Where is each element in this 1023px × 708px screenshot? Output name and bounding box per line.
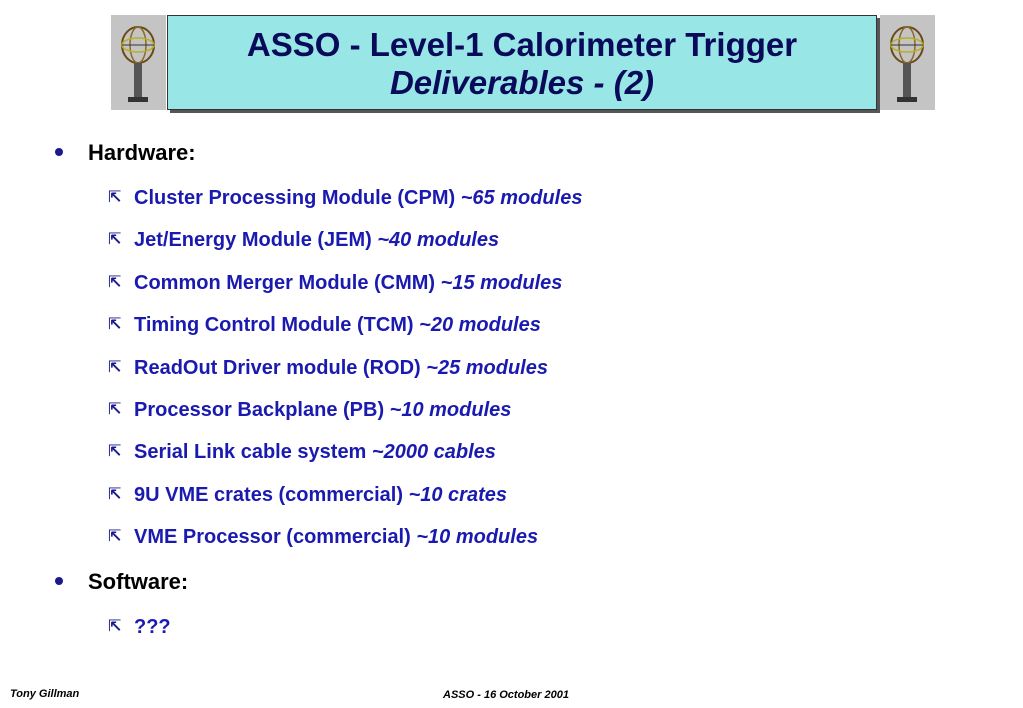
- list-item: ⇱ Timing Control Module (TCM) ~20 modules: [108, 314, 541, 336]
- list-item: ⇱ Common Merger Module (CMM) ~15 modules: [108, 272, 563, 294]
- hardware-heading: Hardware:: [55, 140, 196, 166]
- page-title: ASSO - Level-1 Calorimeter Trigger: [246, 26, 798, 63]
- list-item: ⇱ Processor Backplane (PB) ~10 modules: [108, 399, 512, 421]
- bullet-icon: [55, 577, 63, 585]
- atlas-logo-left-icon: [111, 15, 166, 110]
- list-item: ⇱ Cluster Processing Module (CPM) ~65 modules: [108, 187, 583, 209]
- title-box: [167, 15, 877, 110]
- page-subtitle: Deliverables - (2): [389, 64, 655, 101]
- arrow-icon: ⇱: [108, 231, 122, 248]
- arrow-icon: ⇱: [108, 443, 122, 460]
- arrow-icon: ⇱: [108, 618, 122, 635]
- arrow-icon: ⇱: [108, 316, 122, 333]
- arrow-icon: ⇱: [108, 274, 122, 291]
- arrow-icon: ⇱: [108, 528, 122, 545]
- arrow-icon: ⇱: [108, 359, 122, 376]
- arrow-icon: ⇱: [108, 401, 122, 418]
- list-item: ⇱ VME Processor (commercial) ~10 modules: [108, 526, 539, 548]
- list-item: ⇱ ReadOut Driver module (ROD) ~25 modules: [108, 357, 548, 379]
- list-item: ⇱ Jet/Energy Module (JEM) ~40 modules: [108, 229, 500, 251]
- list-item: ⇱ Serial Link cable system ~2000 cables: [108, 441, 496, 463]
- footer-event: ASSO - 16 October 2001: [443, 689, 569, 701]
- software-heading: Software:: [55, 569, 188, 595]
- footer-author: Tony Gillman: [10, 688, 80, 700]
- list-item: ⇱ ???: [108, 616, 171, 638]
- atlas-logo-right-icon: [880, 15, 935, 110]
- arrow-icon: ⇱: [108, 189, 122, 206]
- arrow-icon: ⇱: [108, 486, 122, 503]
- bullet-icon: [55, 148, 63, 156]
- list-item: ⇱ 9U VME crates (commercial) ~10 crates: [108, 484, 507, 506]
